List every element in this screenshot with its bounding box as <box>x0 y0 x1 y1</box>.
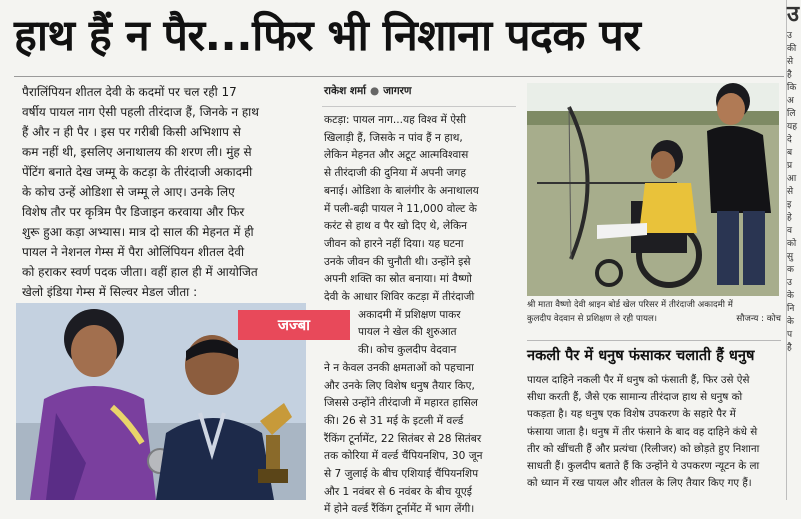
edge-line: हे <box>787 213 792 223</box>
edge-line: उ <box>787 31 792 41</box>
caption-text: कुलदीप वेदवान से प्रशिक्षण ले रही पायल। <box>527 314 658 324</box>
edge-line: व <box>787 226 793 236</box>
article-line: और उनके लिए विशेष धनुष तैयार किए, <box>324 379 475 392</box>
main-article-text <box>324 112 520 516</box>
photo-archer-training <box>527 83 779 296</box>
article-line: बनाई। ओडिशा के बालंगीर के अनाथालय <box>324 184 479 197</box>
sidebar-line: फंसाया जाता है। धनुष में तीर फंसाने के बाद वह दाहिने कंधे से <box>527 425 758 438</box>
sidebar-line: को ध्यान में रख पायल और शीतल के लिए तैयार किए गए हैं। <box>527 477 752 490</box>
article-line: अपनी शक्ति का स्रोत बनाया। मां वैष्णो <box>324 273 472 286</box>
edge-line: लि <box>787 109 796 119</box>
edge-line: नि <box>787 304 795 314</box>
article-line: देवी के आधार शिविर कटड़ा में तीरंदाजी <box>324 291 475 304</box>
edge-line: क <box>787 265 794 275</box>
caption-line: श्री माता वैष्णो देवी श्राइन बोर्ड खेल परिसर में तीरंदाजी अकादमी में <box>527 300 733 310</box>
intro-line: विशेष तौर पर कृत्रिम पैर डिजाइन करवाया और फिर <box>22 205 245 219</box>
headline: हाथ हैं न पैर...फिर भी निशाना पदक पर <box>14 11 641 61</box>
byline <box>324 80 514 102</box>
article-line: तक कोरिया में वर्ल्ड चैंपियनशिप, 30 जून <box>324 450 483 463</box>
archer-training-illustration <box>527 83 779 296</box>
article-line: जीवन को हारने नहीं दिया। यह घटना <box>324 237 464 250</box>
sidebar-line: साधती हैं। कुलदीप बताते हैं कि उन्होंने ये उपकरण न्यूटन के ला <box>527 460 760 473</box>
article-line: खिलाड़ी हैं, जिसके न पांव हैं न हाथ, <box>324 131 463 144</box>
section-tag: जज्बा <box>238 310 350 340</box>
photo-credit: सौजन्य : कोच <box>736 314 781 324</box>
article-line: लेकिन मेहनत और अटूट आत्मविश्वास <box>324 149 469 162</box>
subheadline: नकली पैर में धनुष फंसाकर चलाती हैं धनुष <box>527 347 755 364</box>
byline-rule <box>322 106 516 107</box>
edge-line: को <box>787 239 797 249</box>
article-line: ने न केवल उनकी क्षमताओं को पहचाना <box>324 361 474 374</box>
edge-line: सु <box>787 252 794 262</box>
article-line: से 7 जुलाई के बीच एशियाई चैंपियनशिप <box>324 468 479 481</box>
intro-line: खेलो इंडिया गेम्स में सिल्वर मेडल जीता : <box>22 285 198 299</box>
intro-line: पेंटिंग बनाते देख जम्मू के कटड़ा के तीरंदाजी अकादमी <box>22 165 253 179</box>
sidebar-line: तीर को खींचती हैं और प्रत्यंचा (रिलीजर) को छोड़ते हुए निशाना <box>527 442 760 455</box>
caption-line <box>527 312 781 326</box>
adjacent-article-edge <box>786 0 801 500</box>
article-line: रैंकिंग टूर्नामेंट, 22 सितंबर से 28 सितंबर <box>324 432 482 445</box>
edge-line: प <box>787 330 793 340</box>
intro-paragraph <box>22 82 304 299</box>
article-line: और 1 नवंबर से 6 नवंबर के बीच यूएई <box>324 485 472 498</box>
article-line: जिससे उन्होंने तीरंदाजी में महारत हासिल <box>324 397 478 410</box>
article-line: में होने वर्ल्ड रैंकिंग टूर्नामेंट में भाग लेंगी। <box>324 503 475 516</box>
edge-line: यह <box>787 122 797 132</box>
edge-line: कि <box>787 83 797 93</box>
article-line: में पली-बढ़ी पायल ने 11,000 वोल्ट के <box>324 202 477 215</box>
intro-line: के कोच उन्हें ओडिशा से जम्मू ले आए। उनके लिए <box>22 185 235 199</box>
article-line: कटड़ा: पायल नाग...यह विश्व में ऐसी <box>324 114 466 126</box>
sidebar-line: पकड़ता है। यह धनुष एक विशेष उपकरण के सहारे पैर में <box>527 408 736 421</box>
edge-top-glyph: उ <box>787 2 800 27</box>
edge-line: है <box>787 70 792 80</box>
byline-separator: ● <box>370 85 380 97</box>
photo-caption <box>527 298 781 334</box>
intro-line: वर्षीय पायल नाग ऐसी पहली तीरंदाज हैं, जिनके न हाथ <box>22 105 259 119</box>
intro-line: हैं और न ही पैर । इस पर गरीबी किसी अभिशाप से <box>22 125 241 139</box>
edge-line: अ <box>787 96 794 106</box>
edge-line: के <box>787 291 794 301</box>
article-line: अकादमी में प्रशिक्षण पाकर <box>358 308 461 321</box>
intro-line: कम नहीं थी, इसलिए अनाथालय की शरण ली। मुंह से <box>22 145 252 159</box>
edge-line: ब <box>787 148 793 158</box>
intro-line: शुरू हुआ कड़ा अभ्यास। मात्र दो साल की मेहनत में ही <box>22 225 254 239</box>
sidebar-article-text <box>527 372 781 500</box>
byline-author: राकेश शर्मा <box>324 85 367 97</box>
byline-source: जागरण <box>383 85 412 97</box>
edge-line: की <box>787 44 797 54</box>
article-line: उनके जीवन की चुनौती थी। उन्होंने इसे <box>324 255 471 268</box>
edge-line: प्र <box>787 161 793 171</box>
edge-line: से <box>787 187 794 197</box>
edge-line: दे <box>787 135 792 145</box>
edge-line: उ <box>787 278 792 288</box>
headline-rule <box>14 76 784 77</box>
sidebar-line: सीधा करती हैं, जैसे एक सामान्य तीरंदाज हाथ से धनुष को <box>527 391 743 404</box>
edge-line: से <box>787 57 794 67</box>
edge-line: इ <box>787 200 792 210</box>
article-line: से तीरंदाजी की दुनिया में अपनी जगह <box>324 167 466 180</box>
intro-line: को हराकर स्वर्ण पदक जीता। वहीं हाल ही में आयोजित <box>22 265 258 279</box>
edge-line: आ <box>787 174 797 184</box>
article-line: करंट से हाथ व पैर खो दिए थे, लेकिन <box>324 220 468 233</box>
intro-line: पायल ने नेशनल गेम्स में पैरा ओलिंपियन शीतल देवी <box>22 245 245 259</box>
sidebar-line: पायल दाहिने नकली पैर में धनुष को फंसाती हैं, फिर उसे ऐसे <box>527 374 750 386</box>
article-line: की। 26 से 31 मई के इटली में वर्ल्ड <box>324 414 464 427</box>
edge-line: है <box>787 343 792 353</box>
subhead-rule <box>527 340 781 341</box>
intro-line: पैरालिंपियन शीतल देवी के कदमों पर चल रही 17 <box>22 85 237 99</box>
article-line: पायल ने खेल की शुरुआत <box>358 326 457 339</box>
edge-line: के <box>787 317 794 327</box>
article-line: की। कोच कुलदीप वेदवान <box>358 344 457 357</box>
